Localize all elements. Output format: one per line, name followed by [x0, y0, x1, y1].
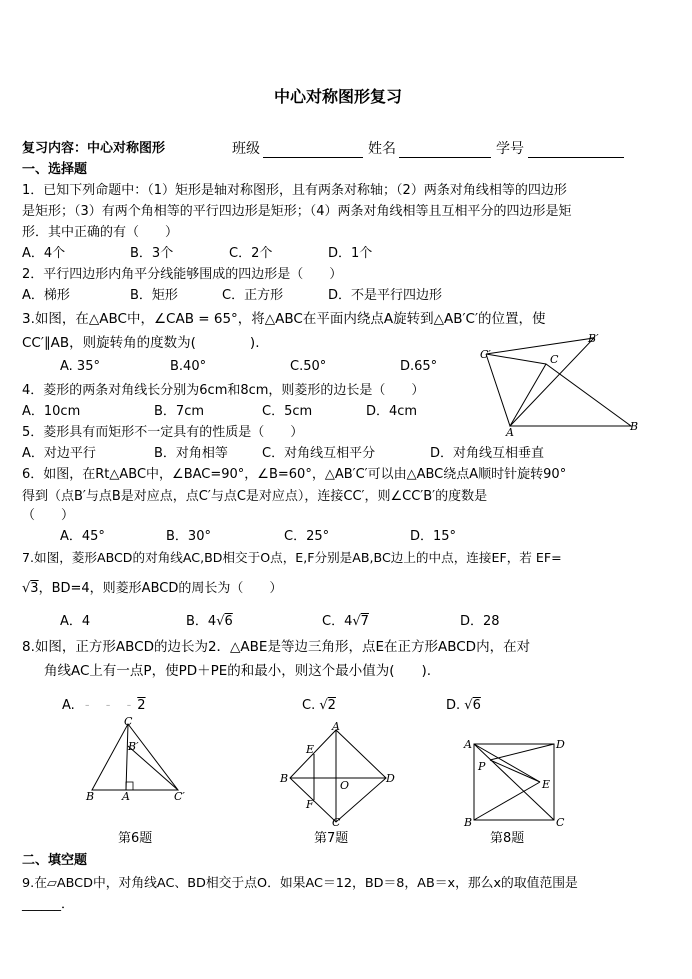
q3-line2: CC′∥AB，则旋转角的度数为( ).	[22, 335, 260, 351]
q1-option-b[interactable]: B．3个	[130, 246, 174, 261]
q6-line2: 得到（点B′与点B是对应点，点C′与点C是对应点），连接CC′，则∠CC′B′的度数是	[22, 489, 488, 504]
q3-option-c[interactable]: C.50°	[290, 359, 327, 374]
q3-figure	[476, 330, 646, 436]
fig7-label-o: O	[340, 779, 350, 792]
q3-line1: 3.如图，在△ABC中，∠CAB = 65°，将△ABC在平面内绕点A旋转到△AB′C′的位置，使	[22, 311, 546, 327]
fig8-caption: 第8题	[490, 831, 525, 846]
fig3-label-a: A	[506, 426, 514, 436]
fig8-label-a: A	[464, 738, 472, 751]
q1-option-a[interactable]: A．4个	[22, 246, 66, 261]
q6-option-d[interactable]: D．15°	[410, 529, 457, 544]
q1-option-c[interactable]: C．2个	[229, 246, 273, 261]
fig7-label-d: D	[386, 772, 395, 785]
fig6-label-c: C	[124, 716, 133, 728]
section-choice-heading: 一、选择题	[22, 162, 88, 177]
q4-option-b[interactable]: B．7cm	[154, 404, 205, 419]
q6-line1: 6．如图，在Rt△ABC中，∠BAC=90°，∠B=60°，△AB′C′可以由△ABC绕点A顺时针旋转90°	[22, 467, 567, 482]
q8-option-c[interactable]: C. √2	[302, 698, 336, 713]
class-blank[interactable]	[263, 143, 363, 158]
q7-line2: √3，BD=4，则菱形ABCD的周长为（ ）	[22, 581, 283, 596]
fig8-figure	[460, 736, 570, 828]
q4-option-d[interactable]: D．4cm	[366, 404, 418, 419]
q5-option-b[interactable]: B．对角相等	[154, 446, 228, 461]
q3-option-d[interactable]: D.65°	[400, 359, 438, 374]
q7-option-d[interactable]: D．28	[460, 614, 500, 629]
id-blank[interactable]	[528, 143, 624, 158]
review-content-label: 复习内容：中心对称图形	[22, 141, 166, 156]
q7-option-a[interactable]: A．4	[60, 614, 91, 629]
id-label: 学号	[496, 141, 524, 157]
fig8-label-d: D	[556, 738, 565, 751]
fig7-label-a: A	[332, 722, 340, 733]
fig3-label-c: C	[550, 353, 559, 366]
q4-option-a[interactable]: A．10cm	[22, 404, 81, 419]
fig6-caption: 第6题	[118, 831, 153, 846]
q1-line1: 1．已知下列命题中：（1）矩形是轴对称图形，且有两条对称轴；（2）两条对角线相等的四边形	[22, 183, 567, 198]
q7-sqrt-radicand: 3	[30, 581, 39, 596]
q9-answer-blank[interactable]: ______．	[22, 897, 75, 912]
q7-option-b[interactable]: B．4√6	[186, 614, 233, 629]
fig8-label-e: E	[542, 778, 551, 791]
fig6-label-b: B	[86, 790, 95, 803]
fig7-label-c: C	[332, 816, 341, 826]
fig8-label-p: P	[478, 760, 486, 773]
q7-line2-rest: ，BD=4，则菱形ABCD的周长为（ ）	[38, 581, 283, 596]
q1-line2: 是矩形；（3）有两个角相等的平行四边形是矩形；（4）两条对角线相等且互相平分的四边形是矩	[22, 204, 572, 219]
q2-option-c[interactable]: C．正方形	[222, 288, 284, 303]
name-blank[interactable]	[399, 143, 491, 158]
q6-option-b[interactable]: B．30°	[166, 529, 211, 544]
q8-line2: 角线AC上有一点P，使PD＋PE的和最小，则这个最小值为( ).	[44, 663, 432, 679]
fig6-label-c-prime: C′	[174, 790, 185, 803]
q4-stem: 4．菱形的两条对角线长分别为6cm和8cm，则菱形的边长是（ ）	[22, 383, 425, 398]
fig3-label-c-prime: C′	[480, 348, 491, 361]
q1-option-d[interactable]: D．1个	[328, 246, 373, 261]
fig7-label-b: B	[280, 772, 289, 785]
q5-option-d[interactable]: D．对角线互相垂直	[430, 446, 545, 461]
q6-option-c[interactable]: C．25°	[284, 529, 330, 544]
q4-option-c[interactable]: C．5cm	[262, 404, 313, 419]
q2-option-b[interactable]: B．矩形	[130, 288, 178, 303]
fig8-label-c: C	[556, 816, 565, 828]
fig6-label-b-prime: B′	[128, 740, 139, 753]
q5-option-a[interactable]: A．对边平行	[22, 446, 96, 461]
q5-stem: 5．菱形具有而矩形不一定具有的性质是（ ）	[22, 425, 304, 440]
q2-option-a[interactable]: A．梯形	[22, 288, 70, 303]
name-label: 姓名	[368, 141, 396, 157]
q8-option-d[interactable]: D. √6	[446, 698, 481, 713]
q6-line3: （ ）	[22, 508, 75, 523]
q1-line3: 形．其中正确的有（ ）	[22, 225, 179, 240]
q7-option-c[interactable]: C．4√7	[322, 614, 369, 629]
q3-option-a[interactable]: A. 35°	[60, 359, 100, 374]
fig7-label-f: F	[306, 798, 314, 811]
q5-option-c[interactable]: C．对角线互相平分	[262, 446, 376, 461]
fig3-label-b: B	[630, 420, 639, 433]
q7-line1: 7.如图，菱形ABCD的对角线AC,BD相交于O点，E,F分别是AB,BC边上的中点，连接EF，若 EF=	[22, 550, 562, 565]
q8-option-a[interactable]: A. - - -2	[62, 698, 146, 713]
fig7-label-e: E	[306, 743, 315, 756]
q8-line1: 8.如图，正方形ABCD的边长为2．△ABE是等边三角形，点E在正方形ABCD内，在对	[22, 639, 531, 655]
q3-option-b[interactable]: B.40°	[170, 359, 207, 374]
fig7-figure	[278, 722, 398, 826]
q6-option-a[interactable]: A．45°	[60, 529, 105, 544]
class-label: 班级	[232, 141, 260, 157]
q2-option-d[interactable]: D．不是平行四边形	[328, 288, 443, 303]
section-fill-heading: 二、填空题	[22, 853, 88, 868]
page-title: 中心对称图形复习	[274, 87, 403, 106]
fig7-caption: 第7题	[314, 831, 349, 846]
fig6-figure	[82, 716, 196, 806]
q2-stem: 2．平行四边形内角平分线能够围成的四边形是（ ）	[22, 267, 343, 282]
fig6-label-a: A	[122, 790, 130, 803]
fig3-label-b-prime: B′	[588, 332, 599, 345]
q9-line1: 9.在▱ABCD中，对角线AC、BD相交于点O．如果AC＝12，BD＝8，AB＝x，那么x的取值范围是	[22, 876, 578, 891]
fig8-label-b: B	[464, 816, 473, 828]
